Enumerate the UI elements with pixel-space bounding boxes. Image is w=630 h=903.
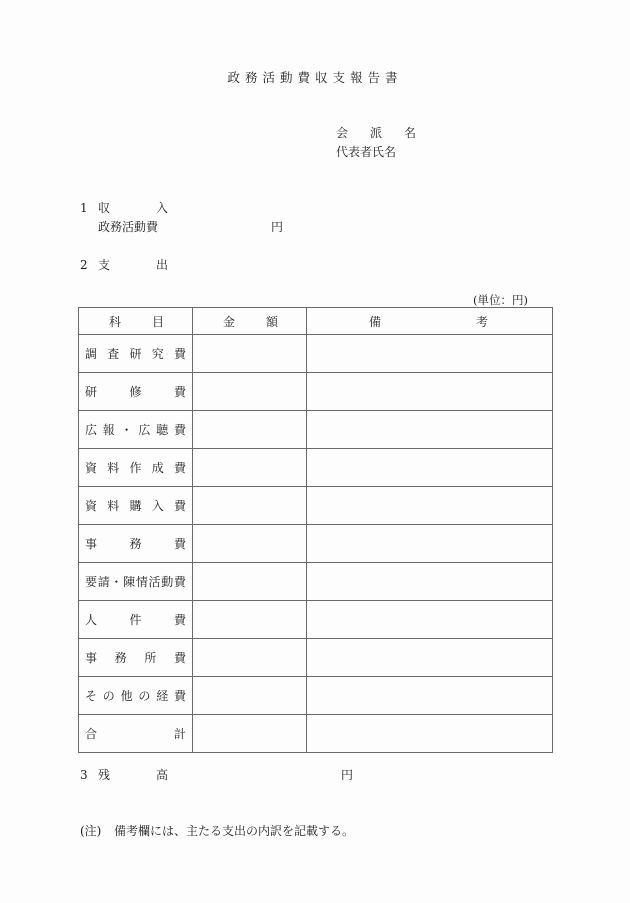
subject-char: 務: [129, 537, 142, 551]
subject-char: 調: [85, 347, 98, 361]
amount-cell[interactable]: [193, 525, 307, 563]
faction-label-char: 派: [370, 126, 383, 140]
subject-char: 務: [114, 651, 127, 665]
section-label-char: 残: [98, 768, 111, 782]
subject-char: ・: [120, 423, 133, 437]
subject-char: 費: [173, 347, 186, 361]
remarks-cell[interactable]: [307, 639, 553, 677]
remarks-cell[interactable]: [307, 449, 553, 487]
subject-char: 経: [156, 689, 169, 703]
balance-currency: 円: [341, 768, 354, 782]
subject-char: の: [102, 689, 115, 703]
table-row: [79, 677, 553, 715]
header-char: 考: [475, 314, 488, 329]
section-label-char: 出: [156, 258, 169, 272]
table-row: [79, 449, 553, 487]
unit-note: (単位：円): [473, 293, 528, 307]
header-amount: [193, 308, 307, 335]
section-expenditure-heading: [80, 256, 168, 273]
footnote-tag: (注): [80, 824, 102, 838]
subject-char: 入: [151, 499, 164, 513]
subject-cell: [79, 411, 193, 449]
amount-cell[interactable]: [193, 639, 307, 677]
subject-char: そ: [85, 689, 98, 703]
remarks-cell[interactable]: [307, 715, 553, 753]
subject-char: 成: [151, 461, 164, 475]
subject-char: 所: [144, 651, 157, 665]
section-income-heading: [80, 199, 168, 216]
subject-char: 費: [173, 385, 186, 399]
remarks-cell[interactable]: [307, 373, 553, 411]
subject-char: 計: [173, 727, 186, 741]
header-char: 金: [223, 314, 236, 329]
subject-char: 事: [85, 651, 98, 665]
amount-cell[interactable]: [193, 373, 307, 411]
amount-cell[interactable]: [193, 601, 307, 639]
subject-char: 動: [161, 575, 174, 589]
subject-char: 費: [173, 613, 186, 627]
amount-cell[interactable]: [193, 335, 307, 373]
subject-char: 聴: [156, 423, 169, 437]
subject-char: ・: [110, 575, 123, 589]
amount-cell[interactable]: [193, 563, 307, 601]
income-currency: 円: [271, 220, 284, 234]
subject-cell: [79, 449, 193, 487]
amount-cell[interactable]: [193, 677, 307, 715]
subject-char: 広: [138, 423, 151, 437]
amount-cell[interactable]: [193, 411, 307, 449]
header-char: 科: [109, 314, 122, 329]
subject-char: 研: [85, 385, 98, 399]
subject-char: 他: [120, 689, 133, 703]
section-label-char: 収: [98, 201, 111, 215]
remarks-cell[interactable]: [307, 563, 553, 601]
amount-cell[interactable]: [193, 487, 307, 525]
subject-char: 費: [173, 461, 186, 475]
subject-char: 請: [97, 575, 110, 589]
table-row: [79, 487, 553, 525]
header-remarks: [307, 308, 553, 335]
subject-char: 広: [85, 423, 98, 437]
section-number: 2: [80, 258, 88, 272]
section-label-char: 高: [156, 768, 169, 782]
subject-char: 査: [107, 347, 120, 361]
income-item-label: 政務活動費: [98, 220, 159, 234]
remarks-cell[interactable]: [307, 411, 553, 449]
subject-char: 事: [85, 537, 98, 551]
section-balance-heading: [80, 766, 168, 783]
subject-char: 作: [129, 461, 142, 475]
header-char: 備: [369, 314, 382, 329]
header-char: 額: [265, 314, 278, 329]
representative-name-label: 代表者氏名: [336, 145, 397, 159]
subject-cell: [79, 715, 193, 753]
footnote-text: 備考欄には、主たる支出の内訳を記載する。: [114, 824, 355, 838]
subject-char: の: [138, 689, 151, 703]
subject-char: 修: [129, 385, 142, 399]
table-header-row: [79, 308, 553, 335]
remarks-cell[interactable]: [307, 335, 553, 373]
subject-cell: [79, 525, 193, 563]
expenditure-table: [78, 307, 553, 753]
subject-char: 費: [173, 575, 186, 589]
subject-char: 費: [173, 423, 186, 437]
subject-char: 要: [85, 575, 98, 589]
table-row: [79, 525, 553, 563]
remarks-cell[interactable]: [307, 487, 553, 525]
remarks-cell[interactable]: [307, 525, 553, 563]
subject-char: 料: [107, 461, 120, 475]
remarks-cell[interactable]: [307, 601, 553, 639]
table-row: [79, 715, 553, 753]
section-label-char: 入: [156, 201, 169, 215]
subject-char: 人: [85, 613, 98, 627]
faction-name-label: [336, 124, 416, 141]
subject-cell: [79, 335, 193, 373]
table-row: [79, 335, 553, 373]
subject-cell: [79, 639, 193, 677]
header-char: 目: [151, 314, 164, 329]
subject-char: 購: [129, 499, 142, 513]
faction-label-char: 会: [336, 126, 349, 140]
subject-char: 費: [173, 537, 186, 551]
subject-char: 陳: [123, 575, 136, 589]
subject-char: 活: [148, 575, 161, 589]
subject-char: 報: [102, 423, 115, 437]
subject-char: 資: [85, 499, 98, 513]
faction-label-char: 名: [404, 126, 417, 140]
subject-cell: [79, 601, 193, 639]
amount-cell[interactable]: [193, 449, 307, 487]
footnote: [80, 822, 354, 839]
table-row: [79, 601, 553, 639]
subject-cell: [79, 487, 193, 525]
header-subject: [79, 308, 193, 335]
subject-char: 合: [85, 727, 98, 741]
subject-cell: [79, 373, 193, 411]
amount-cell[interactable]: [193, 715, 307, 753]
subject-char: 費: [173, 499, 186, 513]
subject-char: 研: [129, 347, 142, 361]
table-row: [79, 563, 553, 601]
section-number: 1: [80, 201, 88, 215]
subject-char: 究: [151, 347, 164, 361]
subject-char: 件: [129, 613, 142, 627]
table-row: [79, 373, 553, 411]
subject-char: 料: [107, 499, 120, 513]
subject-cell: [79, 563, 193, 601]
subject-char: 資: [85, 461, 98, 475]
section-label-char: 支: [98, 258, 111, 272]
table-row: [79, 639, 553, 677]
subject-char: 費: [173, 689, 186, 703]
subject-char: 情: [135, 575, 148, 589]
remarks-cell[interactable]: [307, 677, 553, 715]
document-title: 政務活動費収支報告書: [227, 70, 403, 85]
subject-char: 費: [173, 651, 186, 665]
section-number: 3: [80, 768, 88, 782]
table-row: [79, 411, 553, 449]
subject-cell: [79, 677, 193, 715]
